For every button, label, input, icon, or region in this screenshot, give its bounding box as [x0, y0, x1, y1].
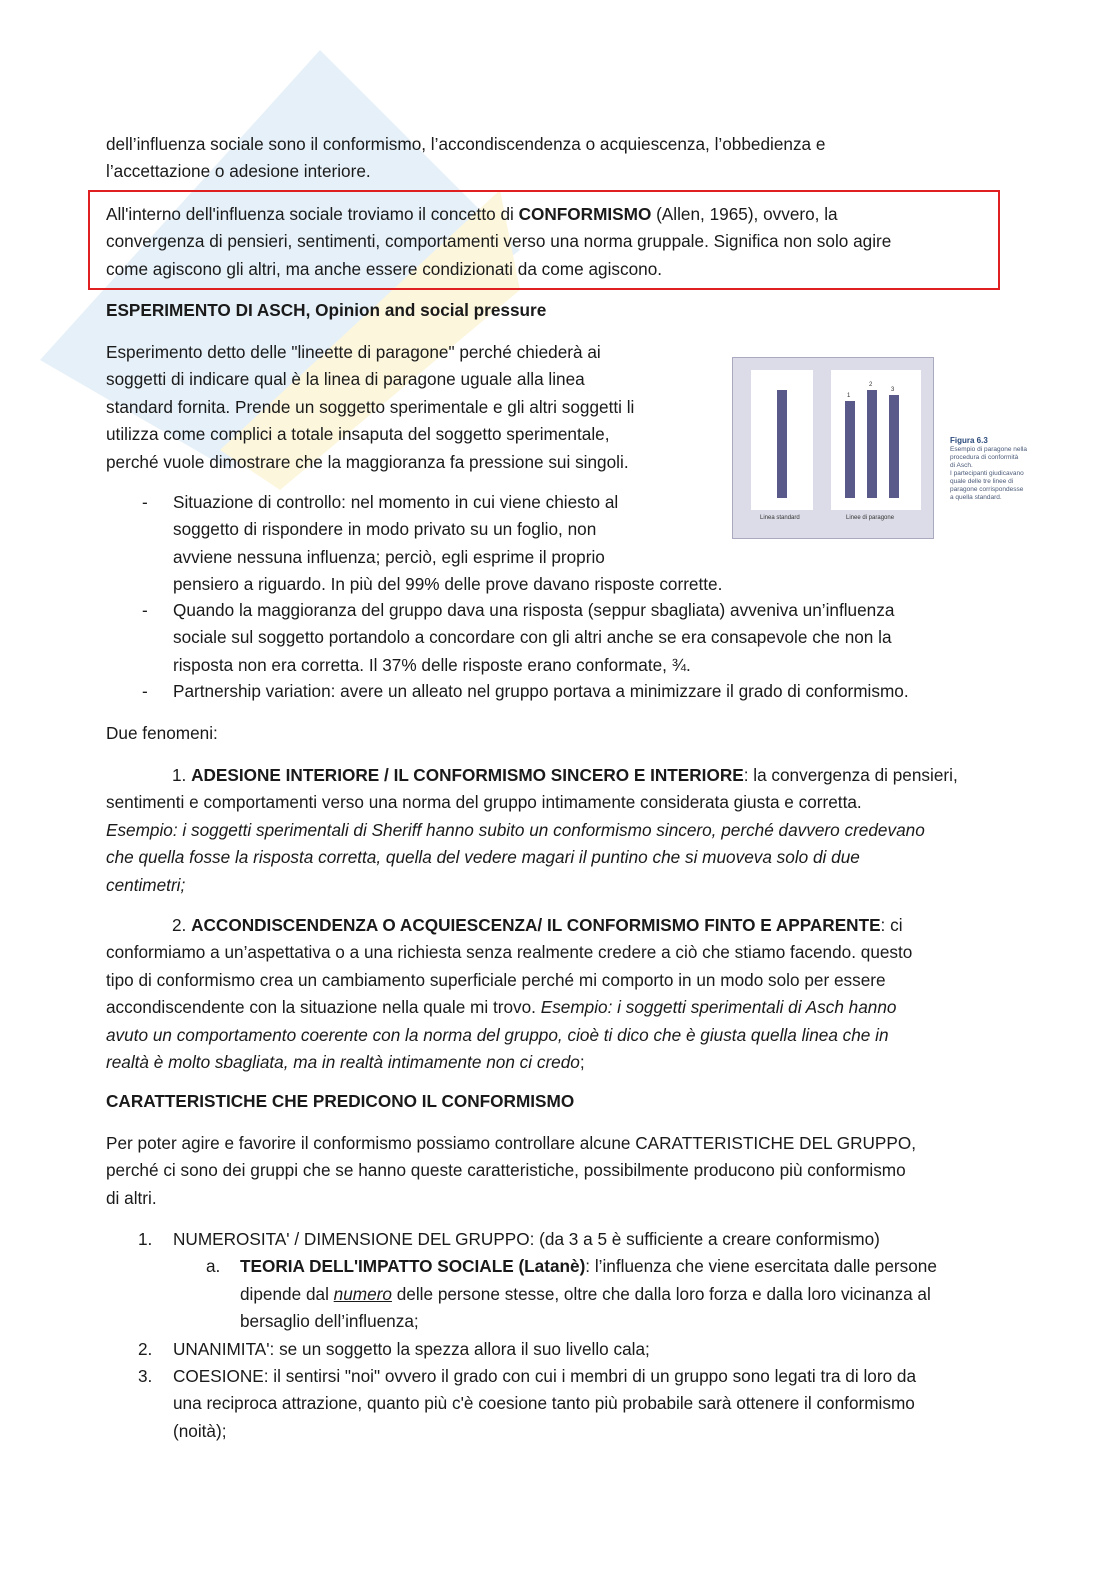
caption-line: di Asch. [950, 462, 973, 469]
comparison-line-1-bar [845, 401, 855, 498]
caratteristiche-heading: CARATTERISTICHE CHE PREDICONO IL CONFORMISMO [106, 1091, 575, 1111]
caratteristiche-paragraph [106, 1130, 1006, 1212]
bullet-line: Partnership variation: avere un alleato nel gruppo portava a minimizzare il grado di conformismo. [173, 681, 909, 701]
sub-line: dipende dal [240, 1283, 334, 1304]
fenomeno-1-example: Esempio: i soggetti sperimentali di Sheriff hanno subito un conformismo sincero, perché davvero credevano [106, 819, 925, 840]
fenomeno-2-heading: ACCONDISCENDENZA O ACQUIESCENZA/ IL CONFORMISMO FINTO E APPARENTE [191, 915, 881, 935]
sub-list-letter: a. [206, 1256, 221, 1277]
caption-line: Esempio di paragone nella [950, 446, 1027, 453]
caption-line: procedura di conformità [950, 454, 1019, 461]
fenomeno-2-example: realtà è molto sbagliata, ma in realtà intimamente non ci credo [106, 1052, 580, 1073]
fenomeno-2-rest: : ci [880, 915, 903, 935]
bullet-line: pensiero a riguardo. In più del 99% delle prove davano risposte corrette. [173, 574, 723, 595]
comparison-label-1: 1 [847, 392, 851, 399]
asch-line: standard fornita. Prende un soggetto sperimentale e gli altri soggetti li [106, 396, 635, 417]
fenomeno-2-example: Esempio: i soggetti sperimentali di Asch hanno [540, 997, 897, 1018]
asch-line: Esperimento detto delle "lineette di paragone" perché chiederà ai [106, 342, 601, 362]
bullet-line: risposta non era corretta. Il 37% delle risposte erano conformate, ¾. [173, 654, 691, 675]
caption-line: quale delle tre linee di [950, 478, 1014, 485]
sub-list-item [106, 1253, 1006, 1335]
list-number: 2. [138, 1338, 153, 1359]
asch-line: perché vuole dimostrare che la maggioranza fa pressione sui singoli. [106, 451, 629, 472]
list-item [106, 1226, 1006, 1253]
fenomeno-2 [106, 912, 1006, 1076]
fenomeno-2-end: ; [579, 1052, 585, 1073]
list-text: COESIONE: il sentirsi "noi" ovvero il grado con cui i membri di un gruppo sono legati tra di loro da [173, 1365, 917, 1386]
intro-line-2: l’accettazione o adesione interiore. [106, 161, 371, 182]
fenomeno-2-number: 2. [172, 915, 192, 935]
standard-line-bar [777, 390, 787, 498]
dash-bullet: - [142, 492, 148, 512]
caratteristiche-line: di altri. [106, 1187, 157, 1208]
comparison-label-2: 2 [869, 382, 873, 388]
sub-line: bersaglio dell’influenza; [240, 1311, 419, 1332]
fenomeno-1-number: 1. [172, 765, 192, 785]
bullet-line: sociale sul soggetto portandolo a concordare con gli altri anche se era consapevole che non la [173, 627, 892, 648]
bullet-line: Situazione di controllo: nel momento in cui viene chiesto al [173, 492, 619, 512]
sub-line: delle persone stesse, oltre che dalla loro forza e dalla loro vicinanza al [391, 1283, 931, 1304]
fenomeno-1-example: che quella fosse la risposta corretta, quella del vedere magari il puntino che si muoveva solo di due [106, 847, 860, 868]
asch-heading: ESPERIMENTO DI ASCH, Opinion and social pressure [106, 300, 547, 320]
list-text: (noità); [173, 1420, 227, 1441]
asch-line: utilizza come complici a totale insaputa del soggetto sperimentale, [106, 424, 610, 445]
caratteristiche-line: Per poter agire e favorire il conformismo possiamo controllare alcune CARATTERISTICHE DEL GRUPPO, [106, 1133, 916, 1153]
list-text: UNANIMITA': se un soggetto la spezza allora il suo livello cala; [173, 1338, 650, 1359]
fenomeno-1-example: centimetri; [106, 874, 186, 895]
list-text: una reciproca attrazione, quanto più c'è coesione tanto più probabile sarà ottenere il conformismo [173, 1393, 915, 1414]
bullet-line: soggetto di rispondere in modo privato su un foglio, non [173, 519, 597, 540]
intro-line-1: dell’influenza sociale sono il conformismo, l’accondiscendenza o acquiescenza, l’obbedienza e [106, 134, 826, 154]
fenomeno-1-rest: : la convergenza di pensieri, [743, 765, 958, 785]
impatto-sociale-heading: TEORIA DELL'IMPATTO SOCIALE (Latanè) [240, 1256, 586, 1277]
asch-paragraph [106, 339, 726, 476]
standard-label: Linea standard [760, 515, 800, 521]
figure-title: Figura 6.3 [950, 436, 988, 445]
fenomeno-2-line: accondiscendente con la situazione nella quale mi trovo. [106, 997, 541, 1018]
fenomeno-1-heading: ADESIONE INTERIORE / IL CONFORMISMO SINCERO E INTERIORE [191, 765, 744, 785]
list-item [106, 1363, 1006, 1445]
comparison-label: Linee di paragone [846, 515, 895, 521]
caption-line: paragone corrispondesse [950, 486, 1024, 493]
comparison-line-3-bar [889, 395, 899, 498]
comparison-label-3: 3 [891, 387, 895, 394]
caption-line: I partecipanti giudicavano [950, 470, 1024, 477]
dash-bullet: - [142, 600, 148, 620]
fenomeno-1-line: sentimenti e comportamenti verso una norma del gruppo intimamente considerata giusta e corretta. [106, 792, 862, 813]
definition-line-3: come agiscono gli altri, ma anche essere condizionati da come agiscono. [106, 258, 663, 279]
numero-underlined: numero [333, 1283, 392, 1304]
comparison-line-2-bar [867, 390, 877, 498]
list-number: 3. [138, 1365, 153, 1386]
caratteristiche-line: perché ci sono dei gruppi che se hanno queste caratteristiche, possibilmente producono più conformismo [106, 1160, 906, 1181]
conformismo-term: CONFORMISMO [518, 204, 652, 224]
caratteristiche-list [106, 1226, 1006, 1445]
definition-line-2: convergenza di pensieri, sentimenti, comportamenti verso una norma gruppale. Significa non solo agire [106, 231, 892, 252]
definition-line-1c: (Allen, 1965), ovvero, la [651, 204, 838, 224]
fenomeno-2-example: avuto un comportamento coerente con la norma del gruppo, cioè ti dico che è giusta quella linea che in [106, 1024, 889, 1045]
bullet-line: Quando la maggioranza del gruppo dava una risposta (seppur sbagliata) avveniva un’influenza [173, 600, 895, 620]
fenomeno-1 [106, 762, 1006, 899]
fenomeno-2-line: conformiamo a un’aspettativa o a una richiesta senza realmente credere a ciò che stiamo facendo. questo [106, 942, 913, 963]
fenomeni-intro: Due fenomeni: [106, 723, 218, 743]
list-text: NUMEROSITA' / DIMENSIONE DEL GRUPPO: (da 3 a 5 è sufficiente a creare conformismo) [173, 1229, 880, 1249]
definition-text [106, 201, 986, 283]
definition-line-1a: All'interno dell'influenza sociale troviamo il concetto di [106, 204, 519, 224]
bullet-line: avviene nessuna influenza; perciò, egli esprime il proprio [173, 546, 605, 567]
caption-line: a quella standard. [950, 494, 1002, 501]
dash-bullet: - [142, 681, 148, 701]
fenomeno-2-line: tipo di conformismo crea un cambiamento superficiale perché mi comporto in un modo solo per essere [106, 969, 886, 990]
list-number: 1. [138, 1229, 153, 1249]
list-item [106, 1336, 1006, 1363]
asch-line: soggetti di indicare qual è la linea di paragone uguale alla linea [106, 369, 585, 390]
sub-line: : l’influenza che viene esercitata dalle persone [585, 1256, 937, 1277]
